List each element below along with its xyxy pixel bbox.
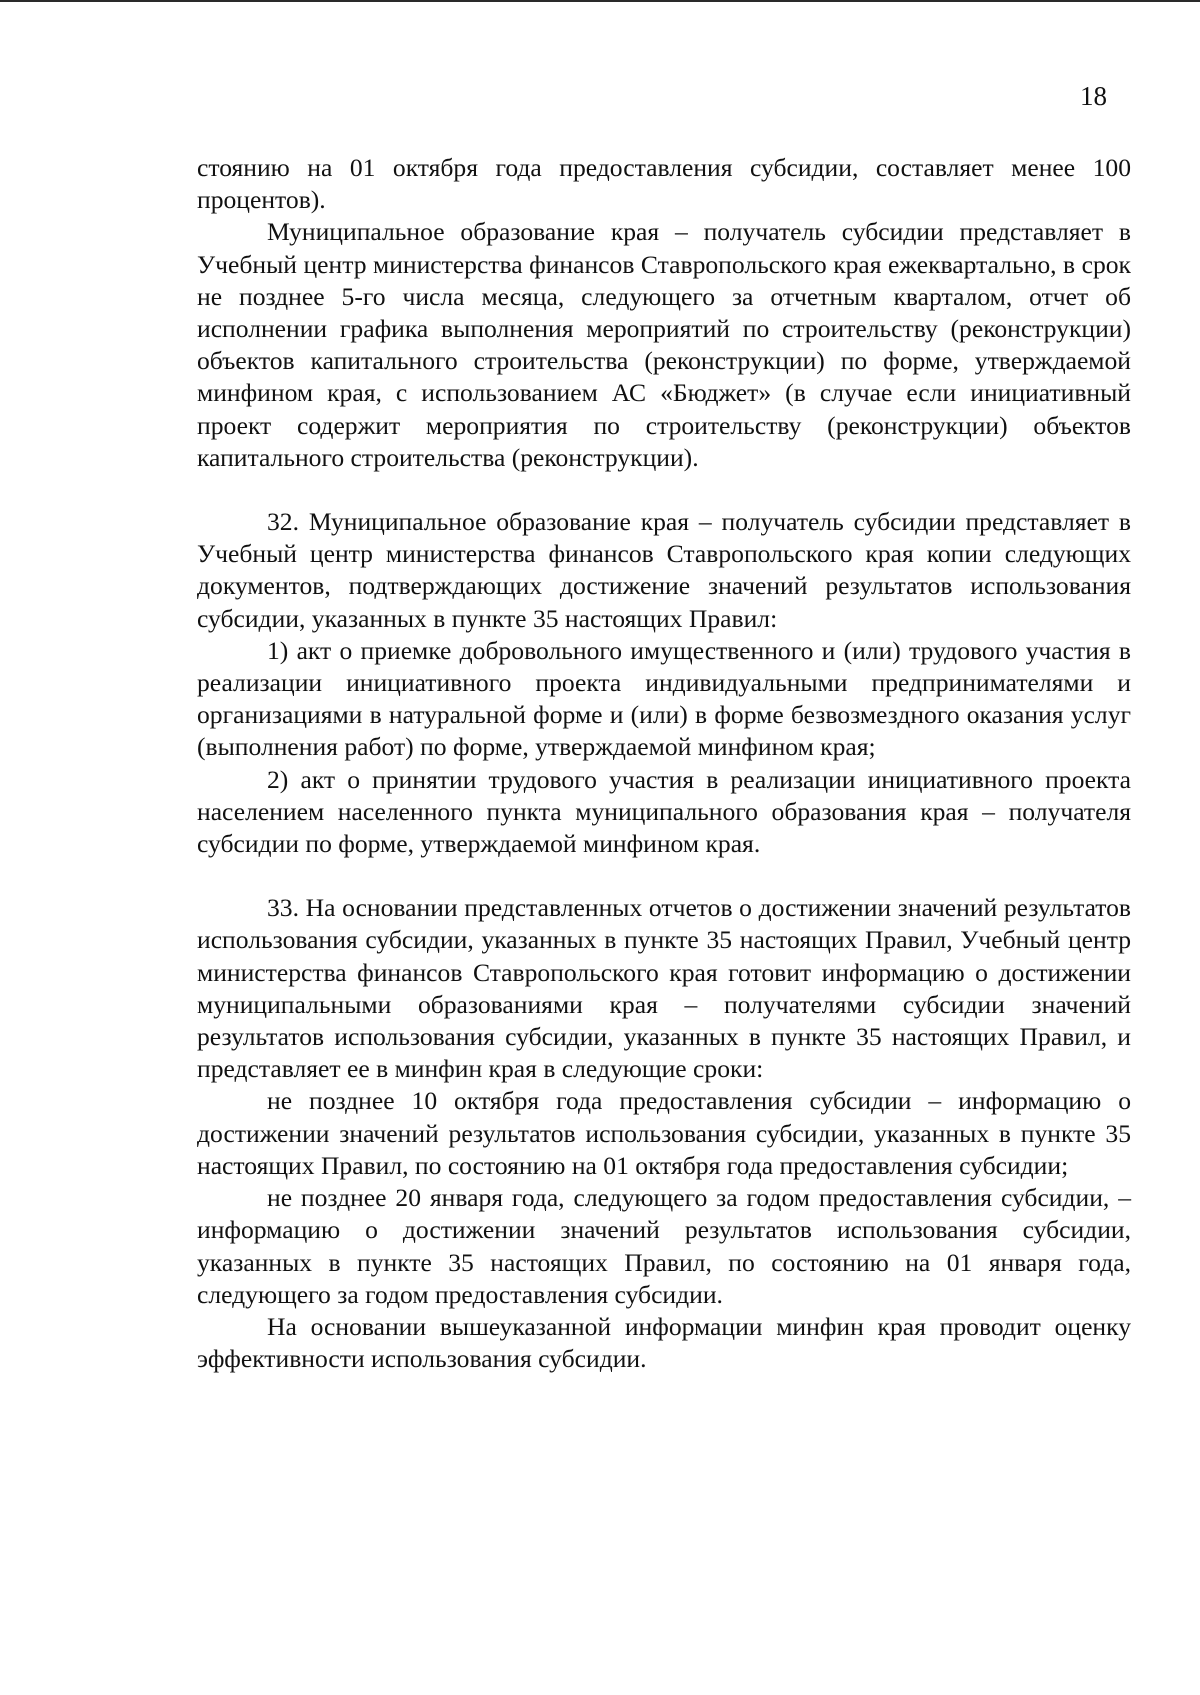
paragraph-quarterly-report: Муниципальное образование края – получатель субсидии представляет в Учебный центр министерства финансов Ставропольского края ежеквартально, в срок не позднее 5-го числа месяца, следующего за отчетным кварталом, отчет об исполнении графика выполнения мероприятий по строительству (реконструкции) объектов капитального строительства (реконструкции) по форме, утверждаемой минфином края, с использованием АС «Бюджет» (в случае если инициативный проект содержит мероприятия по строительству (реконструкции) объектов капитального строительства (реконструкции). (197, 217, 1131, 472)
paragraph-item-33: 33. На основании представленных отчетов о достижении значений результатов использования субсидии, указанных в пункте 35 настоящих Правил, Учебный центр министерства финансов Ставропольского края готовит информацию о достижении муниципальными образованиями края – получателями субсидии значений результатов использования субсидии, указанных в пункте 35 настоящих Правил, и представляет ее в минфин края в следующие сроки: (197, 893, 1131, 1084)
paragraph-item-32: 32. Муниципальное образование края – получатель субсидии представляет в Учебный центр министерства финансов Ставропольского края копии следующих документов, подтверждающих достижение значений результатов использования субсидии, указанных в пункте 35 настоящих Правил: (197, 507, 1131, 633)
document-body (197, 152, 1131, 1375)
deadline-october: не позднее 10 октября года предоставления субсидии – информацию о достижении значений результатов использования субсидии, указанных в пункте 35 настоящих Правил, по состоянию на 01 октября года предоставления субсидии; (197, 1086, 1131, 1180)
list-item-1: 1) акт о приемке добровольного имущественного и (или) трудового участия в реализации инициативного проекта индивидуальными предпринимателями и организациями в натуральной форме и (или) в форме безвозмездного оказания услуг (выполнения работ) по форме, утверждаемой минфином края; (197, 635, 1131, 762)
paragraph-continuation: стоянию на 01 октября года предоставления субсидии, составляет менее 100 процентов). (197, 153, 1131, 215)
list-item-2: 2) акт о принятии трудового участия в реализации инициативного проекта населением населенного пункта муниципального образования края – получателя субсидии по форме, утверждаемой минфином края. (197, 764, 1131, 859)
page-top-edge (0, 0, 1200, 2)
paragraph-evaluation: На основании вышеуказанной информации минфин края проводит оценку эффективности использования субсидии. (197, 1311, 1131, 1374)
page-number: 18 (1080, 81, 1107, 111)
deadline-january: не позднее 20 января года, следующего за годом предоставления субсидии, – информацию о достижении значений результатов использования субсидии, указанных в пункте 35 настоящих Правил, по состоянию на 01 января года, следующего за годом предоставления субсидии. (197, 1183, 1131, 1309)
